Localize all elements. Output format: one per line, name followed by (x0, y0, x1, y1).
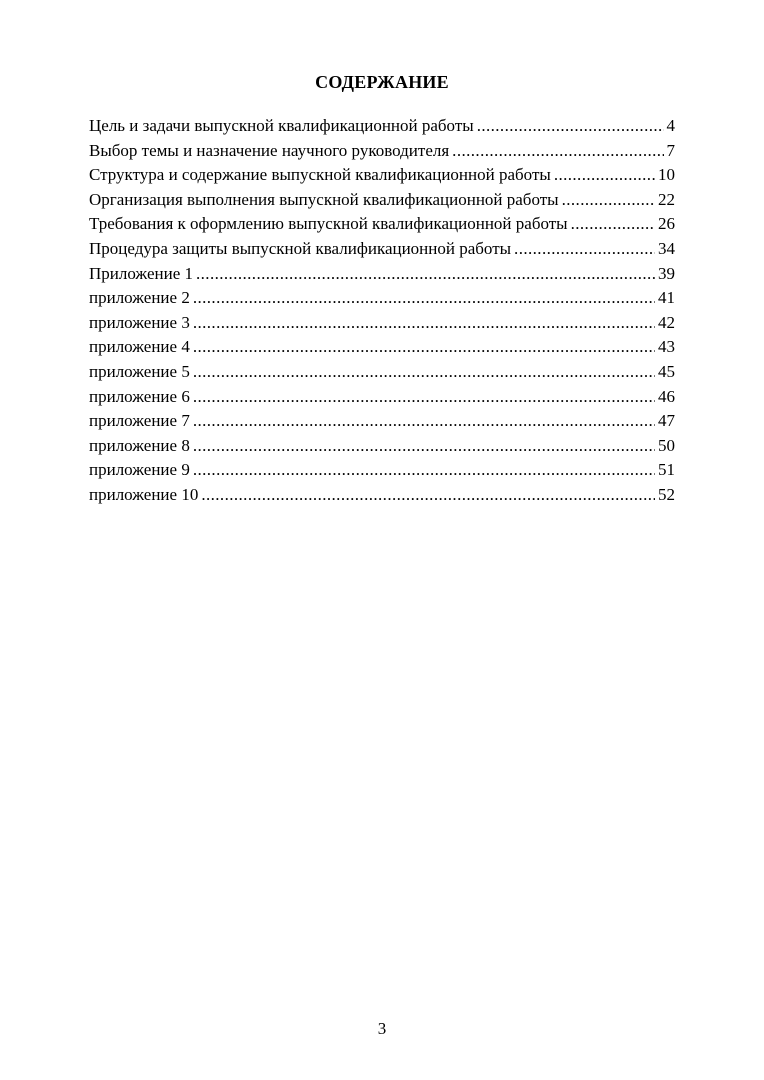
toc-entry-title: приложение 7 (89, 411, 190, 431)
toc-dot-leader (196, 262, 655, 287)
toc-dot-leader (554, 163, 655, 188)
toc-entry-title: приложение 8 (89, 435, 190, 455)
toc-entry[interactable] (89, 237, 675, 262)
toc-dot-leader (193, 286, 655, 311)
toc-entry-title: приложение 3 (89, 312, 190, 332)
toc-dot-leader (193, 335, 655, 360)
toc-dot-leader (477, 114, 664, 139)
toc-entry-page: 52 (658, 484, 675, 504)
toc-entry-title: приложение 2 (89, 288, 190, 308)
toc-entry-title: Организация выполнения выпускной квалификационной работы (89, 189, 559, 209)
toc-entry[interactable] (89, 262, 675, 287)
toc-entry-title: Структура и содержание выпускной квалификационной работы (89, 165, 551, 185)
toc-entry[interactable] (89, 483, 675, 508)
toc-dot-leader (452, 139, 663, 164)
toc-dot-leader (571, 212, 655, 237)
toc-entry-page: 4 (666, 116, 675, 135)
toc-dot-leader (201, 483, 655, 508)
toc-entry[interactable] (89, 212, 675, 237)
toc-entry[interactable] (89, 409, 675, 434)
table-of-contents (89, 114, 675, 508)
toc-entry-title: приложение 9 (89, 460, 190, 480)
toc-entry-page: 39 (658, 263, 675, 283)
toc-entry-title: приложение 10 (89, 484, 199, 504)
toc-dot-leader (193, 409, 655, 434)
toc-entry-page: 45 (658, 361, 675, 381)
toc-entry-title: Приложение 1 (89, 263, 193, 283)
toc-entry-title: приложение 5 (89, 361, 190, 381)
toc-entry-title: Выбор темы и назначение научного руководителя (89, 140, 450, 160)
toc-dot-leader (193, 458, 655, 483)
toc-entry-page: 51 (658, 460, 675, 480)
toc-entry-page: 10 (658, 165, 675, 185)
toc-entry-page: 50 (658, 435, 675, 455)
toc-entry-page: 43 (658, 337, 675, 357)
toc-entry[interactable] (89, 188, 675, 213)
toc-entry-page: 41 (658, 288, 675, 308)
toc-entry[interactable] (89, 434, 675, 459)
toc-entry[interactable] (89, 114, 675, 139)
toc-dot-leader (193, 360, 655, 385)
toc-entry-page: 22 (658, 189, 675, 209)
page-title: СОДЕРЖАНИЕ (315, 72, 449, 92)
toc-entry-page: 47 (658, 411, 675, 431)
toc-entry-page: 34 (658, 238, 675, 258)
toc-entry[interactable] (89, 139, 675, 164)
toc-entry-page: 42 (658, 312, 675, 332)
toc-entry-title: Цель и задачи выпускной квалификационной работы (89, 116, 474, 135)
toc-entry[interactable] (89, 385, 675, 410)
toc-entry-title: Требования к оформлению выпускной квалификационной работы (89, 214, 568, 234)
toc-dot-leader (562, 188, 655, 213)
page-number: 3 (377, 1019, 387, 1038)
toc-entry-page: 46 (658, 386, 675, 406)
toc-entry-title: приложение 4 (89, 337, 190, 357)
toc-entry-title: приложение 6 (89, 386, 190, 406)
toc-entry[interactable] (89, 163, 675, 188)
toc-entry[interactable] (89, 360, 675, 385)
toc-entry-title: Процедура защиты выпускной квалификационной работы (89, 238, 512, 258)
toc-entry[interactable] (89, 335, 675, 360)
toc-dot-leader (193, 385, 655, 410)
toc-entry[interactable] (89, 458, 675, 483)
toc-entry-page: 7 (666, 140, 675, 160)
toc-entry[interactable] (89, 286, 675, 311)
toc-dot-leader (193, 311, 655, 336)
toc-dot-leader (193, 434, 655, 459)
toc-entry[interactable] (89, 311, 675, 336)
toc-dot-leader (514, 237, 655, 262)
toc-entry-page: 26 (658, 214, 675, 234)
